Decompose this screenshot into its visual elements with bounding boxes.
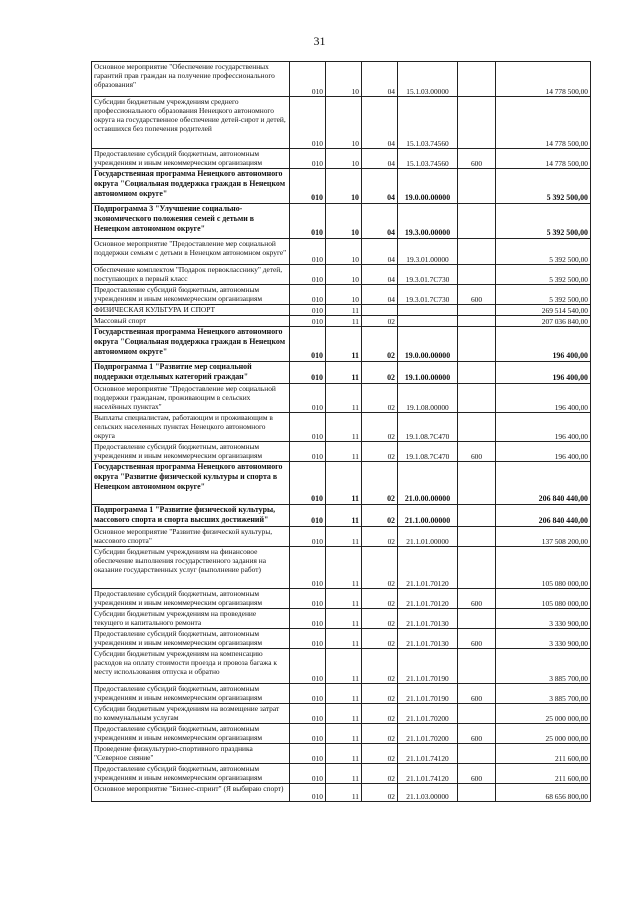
row-target-article-cell — [398, 305, 458, 316]
row-admin-code-cell: 010 — [290, 462, 326, 505]
row-name-cell: Субсидии бюджетным учреждениям на финансовое обеспечение выполнения государственного задания на оказание государственных услуг (выполнение работ) — [92, 547, 290, 589]
row-admin-code-cell: 010 — [290, 629, 326, 649]
row-admin-code-cell: 010 — [290, 97, 326, 149]
row-subsection-cell: 02 — [362, 744, 398, 764]
row-admin-code-cell: 010 — [290, 265, 326, 285]
row-subsection-cell: 04 — [362, 204, 398, 239]
row-subsection-cell: 04 — [362, 149, 398, 169]
row-name-cell: Основное мероприятие "Предоставление мер социальной поддержки гражданам, проживающим в сельских населённых пунктах" — [92, 384, 290, 413]
row-subsection-cell: 02 — [362, 764, 398, 784]
row-name-cell: Предоставление субсидий бюджетным, автономным учреждениям и иным некоммерческим организациям — [92, 149, 290, 169]
row-expense-type-cell — [458, 97, 496, 149]
row-amount-cell: 269 514 540,00 — [496, 305, 591, 316]
row-target-article-cell: 19.3.01.00000 — [398, 239, 458, 265]
row-subsection-cell: 02 — [362, 547, 398, 589]
row-admin-code-cell: 010 — [290, 589, 326, 609]
row-subsection-cell: 02 — [362, 442, 398, 462]
row-admin-code-cell: 010 — [290, 784, 326, 802]
table-row — [92, 97, 591, 149]
row-amount-cell: 196 400,00 — [496, 384, 591, 413]
row-amount-cell: 137 508 200,00 — [496, 527, 591, 547]
row-name-cell: Государственная программа Ненецкого автономного округа "Социальная поддержка граждан в Ненецком автономном округе" — [92, 327, 290, 362]
row-name-cell: Государственная программа Ненецкого автономного округа "Развитие физической культуры и спорта в Ненецком автономном округе" — [92, 462, 290, 505]
row-target-article-cell: 15.1.03.74560 — [398, 149, 458, 169]
row-expense-type-cell — [458, 384, 496, 413]
table-row — [92, 724, 591, 744]
budget-table — [91, 61, 591, 802]
row-amount-cell: 211 600,00 — [496, 744, 591, 764]
row-section-cell: 11 — [326, 384, 362, 413]
row-subsection-cell: 02 — [362, 327, 398, 362]
row-target-article-cell: 21.0.00.00000 — [398, 462, 458, 505]
row-section-cell: 10 — [326, 239, 362, 265]
row-amount-cell: 5 392 500,00 — [496, 285, 591, 305]
table-row — [92, 609, 591, 629]
row-expense-type-cell: 600 — [458, 684, 496, 704]
row-admin-code-cell: 010 — [290, 413, 326, 442]
row-admin-code-cell: 010 — [290, 316, 326, 327]
row-target-article-cell — [398, 316, 458, 327]
row-subsection-cell: 04 — [362, 62, 398, 97]
row-admin-code-cell: 010 — [290, 204, 326, 239]
row-amount-cell: 211 600,00 — [496, 764, 591, 784]
row-admin-code-cell: 010 — [290, 305, 326, 316]
row-name-cell: Основное мероприятие "Бизнес-спринт" (Я выбираю спорт) — [92, 784, 290, 802]
row-amount-cell: 14 778 500,00 — [496, 149, 591, 169]
row-section-cell: 10 — [326, 204, 362, 239]
row-expense-type-cell — [458, 413, 496, 442]
table-row — [92, 784, 591, 802]
row-name-cell: Обеспечение комплектом "Подарок первокласснику" детей, поступающих в первый класс — [92, 265, 290, 285]
row-section-cell: 11 — [326, 764, 362, 784]
table-row — [92, 62, 591, 97]
row-subsection-cell: 02 — [362, 505, 398, 527]
table-row — [92, 305, 591, 316]
row-name-cell: Подпрограмма 1 "Развитие мер социальной поддержки отдельных категорий граждан" — [92, 362, 290, 384]
row-amount-cell: 25 000 000,00 — [496, 704, 591, 724]
row-name-cell: Предоставление субсидий бюджетным, автономным учреждениям и иным некоммерческим организациям — [92, 764, 290, 784]
row-expense-type-cell: 600 — [458, 629, 496, 649]
table-row — [92, 684, 591, 704]
row-section-cell: 11 — [326, 316, 362, 327]
table-row — [92, 505, 591, 527]
row-amount-cell: 68 656 800,00 — [496, 784, 591, 802]
row-subsection-cell: 02 — [362, 724, 398, 744]
row-expense-type-cell — [458, 265, 496, 285]
table-row — [92, 547, 591, 589]
row-target-article-cell: 21.1.01.70190 — [398, 649, 458, 684]
row-target-article-cell: 21.1.01.70200 — [398, 704, 458, 724]
table-row — [92, 327, 591, 362]
row-expense-type-cell — [458, 62, 496, 97]
row-subsection-cell: 02 — [362, 684, 398, 704]
row-expense-type-cell: 600 — [458, 442, 496, 462]
row-amount-cell: 105 080 000,00 — [496, 547, 591, 589]
row-target-article-cell: 19.3.01.7С730 — [398, 265, 458, 285]
row-name-cell: Предоставление субсидий бюджетным, автономным учреждениям и иным некоммерческим организациям — [92, 285, 290, 305]
row-amount-cell: 207 036 840,00 — [496, 316, 591, 327]
row-admin-code-cell: 010 — [290, 764, 326, 784]
row-target-article-cell: 21.1.01.70130 — [398, 629, 458, 649]
row-admin-code-cell: 010 — [290, 327, 326, 362]
row-admin-code-cell: 010 — [290, 744, 326, 764]
row-target-article-cell: 15.1.03.00000 — [398, 62, 458, 97]
row-target-article-cell: 21.1.01.70120 — [398, 589, 458, 609]
table-row — [92, 384, 591, 413]
row-name-cell: Субсидии бюджетным учреждениям среднего профессионального образования Ненецкого автономного округа на государственное обеспечение детей-сирот и детей, оставшихся без попечения родителей — [92, 97, 290, 149]
row-amount-cell: 3 885 700,00 — [496, 649, 591, 684]
row-admin-code-cell: 010 — [290, 684, 326, 704]
row-section-cell: 11 — [326, 724, 362, 744]
row-expense-type-cell — [458, 327, 496, 362]
row-subsection-cell — [362, 305, 398, 316]
row-target-article-cell: 19.0.00.00000 — [398, 169, 458, 204]
row-expense-type-cell — [458, 547, 496, 589]
budget-table-body — [92, 62, 591, 802]
row-subsection-cell: 02 — [362, 362, 398, 384]
row-section-cell: 11 — [326, 462, 362, 505]
page-number: 31 — [313, 34, 326, 48]
table-row — [92, 442, 591, 462]
row-section-cell: 11 — [326, 362, 362, 384]
table-row — [92, 413, 591, 442]
row-amount-cell: 14 778 500,00 — [496, 62, 591, 97]
row-admin-code-cell: 010 — [290, 527, 326, 547]
row-expense-type-cell — [458, 462, 496, 505]
table-row — [92, 629, 591, 649]
table-row — [92, 265, 591, 285]
row-expense-type-cell: 600 — [458, 149, 496, 169]
row-name-cell: Проведение физкультурно-спортивного праздника "Северное сияние" — [92, 744, 290, 764]
row-name-cell: Основное мероприятие "Предоставление мер социальной поддержки семьям с детьми в Ненецком автономном округе" — [92, 239, 290, 265]
row-admin-code-cell: 010 — [290, 724, 326, 744]
row-section-cell: 10 — [326, 62, 362, 97]
row-admin-code-cell: 010 — [290, 169, 326, 204]
row-name-cell: Основное мероприятие "Развитие физической культуры, массового спорта" — [92, 527, 290, 547]
row-target-article-cell: 21.1.01.70200 — [398, 724, 458, 744]
row-name-cell: Предоставление субсидий бюджетным, автономным учреждениям и иным некоммерческим организациям — [92, 629, 290, 649]
row-admin-code-cell: 010 — [290, 285, 326, 305]
row-amount-cell: 25 000 000,00 — [496, 724, 591, 744]
row-amount-cell: 196 400,00 — [496, 413, 591, 442]
row-name-cell: Субсидии бюджетным учреждениям на проведение текущего и капитального ремонта — [92, 609, 290, 629]
row-target-article-cell: 21.1.03.00000 — [398, 784, 458, 802]
table-row — [92, 285, 591, 305]
row-subsection-cell: 02 — [362, 316, 398, 327]
row-subsection-cell: 02 — [362, 413, 398, 442]
row-expense-type-cell — [458, 744, 496, 764]
row-subsection-cell: 02 — [362, 527, 398, 547]
row-amount-cell: 196 400,00 — [496, 442, 591, 462]
row-target-article-cell: 19.1.08.7С470 — [398, 413, 458, 442]
row-target-article-cell: 19.3.00.00000 — [398, 204, 458, 239]
row-subsection-cell: 04 — [362, 239, 398, 265]
row-name-cell: Государственная программа Ненецкого автономного округа "Социальная поддержка граждан в Ненецком автономном округе" — [92, 169, 290, 204]
row-section-cell: 11 — [326, 649, 362, 684]
row-expense-type-cell: 600 — [458, 764, 496, 784]
row-admin-code-cell: 010 — [290, 384, 326, 413]
table-row — [92, 764, 591, 784]
row-section-cell: 10 — [326, 149, 362, 169]
row-target-article-cell: 19.1.08.00000 — [398, 384, 458, 413]
row-subsection-cell: 02 — [362, 384, 398, 413]
row-amount-cell: 3 330 900,00 — [496, 629, 591, 649]
row-section-cell: 11 — [326, 547, 362, 589]
row-amount-cell: 105 080 000,00 — [496, 589, 591, 609]
row-subsection-cell: 04 — [362, 285, 398, 305]
table-row — [92, 239, 591, 265]
row-name-cell: Предоставление субсидий бюджетным, автономным учреждениям и иным некоммерческим организациям — [92, 589, 290, 609]
row-admin-code-cell: 010 — [290, 704, 326, 724]
row-name-cell: Предоставление субсидий бюджетным, автономным учреждениям и иным некоммерческим организациям — [92, 724, 290, 744]
table-row — [92, 204, 591, 239]
row-target-article-cell: 21.1.01.70130 — [398, 609, 458, 629]
row-section-cell: 11 — [326, 744, 362, 764]
row-name-cell: Субсидии бюджетным учреждениям на возмещение затрат по коммунальным услугам — [92, 704, 290, 724]
row-target-article-cell: 21.1.01.74120 — [398, 764, 458, 784]
row-expense-type-cell — [458, 649, 496, 684]
row-expense-type-cell — [458, 505, 496, 527]
table-row — [92, 744, 591, 764]
row-section-cell: 10 — [326, 169, 362, 204]
row-name-cell: Выплаты специалистам, работающим и проживающим в сельских населенных пунктах Ненецкого автономного округа — [92, 413, 290, 442]
table-row — [92, 649, 591, 684]
row-expense-type-cell: 600 — [458, 589, 496, 609]
row-amount-cell: 3 330 900,00 — [496, 609, 591, 629]
row-target-article-cell: 21.1.01.70120 — [398, 547, 458, 589]
row-subsection-cell: 02 — [362, 784, 398, 802]
row-name-cell: Подпрограмма 3 "Улучшение социально-экономического положения семей с детьми в Ненецком автономном округе" — [92, 204, 290, 239]
row-expense-type-cell — [458, 527, 496, 547]
row-section-cell: 11 — [326, 629, 362, 649]
row-admin-code-cell: 010 — [290, 547, 326, 589]
row-subsection-cell: 02 — [362, 629, 398, 649]
row-name-cell: Массовый спорт — [92, 316, 290, 327]
row-expense-type-cell — [458, 204, 496, 239]
row-admin-code-cell: 010 — [290, 149, 326, 169]
row-expense-type-cell — [458, 362, 496, 384]
row-target-article-cell: 19.1.00.00000 — [398, 362, 458, 384]
row-target-article-cell: 19.0.00.00000 — [398, 327, 458, 362]
row-section-cell: 11 — [326, 589, 362, 609]
table-row — [92, 462, 591, 505]
row-section-cell: 11 — [326, 327, 362, 362]
row-admin-code-cell: 010 — [290, 609, 326, 629]
row-name-cell: Субсидии бюджетным учреждениям на компенсацию расходов на оплату стоимости проезда и провоза багажа к месту использования отпуска и обратно — [92, 649, 290, 684]
row-section-cell: 11 — [326, 684, 362, 704]
row-subsection-cell: 02 — [362, 609, 398, 629]
row-name-cell: Основное мероприятие "Обеспечение государственных гарантий прав граждан на получение профессионального образования" — [92, 62, 290, 97]
table-row — [92, 527, 591, 547]
row-expense-type-cell: 600 — [458, 285, 496, 305]
row-target-article-cell: 19.3.01.7С730 — [398, 285, 458, 305]
table-row — [92, 589, 591, 609]
row-amount-cell: 14 778 500,00 — [496, 97, 591, 149]
row-expense-type-cell — [458, 704, 496, 724]
row-amount-cell: 196 400,00 — [496, 362, 591, 384]
row-amount-cell: 5 392 500,00 — [496, 169, 591, 204]
row-section-cell: 11 — [326, 413, 362, 442]
row-admin-code-cell: 010 — [290, 505, 326, 527]
row-section-cell: 11 — [326, 609, 362, 629]
row-section-cell: 11 — [326, 305, 362, 316]
row-expense-type-cell — [458, 305, 496, 316]
row-section-cell: 10 — [326, 97, 362, 149]
row-expense-type-cell: 600 — [458, 724, 496, 744]
row-section-cell: 11 — [326, 505, 362, 527]
row-amount-cell: 206 840 440,00 — [496, 462, 591, 505]
row-amount-cell: 206 840 440,00 — [496, 505, 591, 527]
row-target-article-cell: 21.1.01.70190 — [398, 684, 458, 704]
row-admin-code-cell: 010 — [290, 239, 326, 265]
row-subsection-cell: 02 — [362, 462, 398, 505]
row-section-cell: 11 — [326, 704, 362, 724]
row-amount-cell: 196 400,00 — [496, 327, 591, 362]
row-amount-cell: 5 392 500,00 — [496, 204, 591, 239]
row-name-cell: Подпрограмма 1 "Развитие физической культуры, массового спорта и спорта высших достижений" — [92, 505, 290, 527]
row-subsection-cell: 02 — [362, 704, 398, 724]
row-expense-type-cell — [458, 316, 496, 327]
row-section-cell: 11 — [326, 784, 362, 802]
row-admin-code-cell: 010 — [290, 362, 326, 384]
row-section-cell: 10 — [326, 265, 362, 285]
row-expense-type-cell — [458, 169, 496, 204]
row-subsection-cell: 02 — [362, 589, 398, 609]
row-section-cell: 11 — [326, 442, 362, 462]
table-row — [92, 704, 591, 724]
row-name-cell: Предоставление субсидий бюджетным, автономным учреждениям и иным некоммерческим организациям — [92, 442, 290, 462]
row-amount-cell: 5 392 500,00 — [496, 239, 591, 265]
row-subsection-cell: 02 — [362, 649, 398, 684]
row-name-cell: Предоставление субсидий бюджетным, автономным учреждениям и иным некоммерческим организациям — [92, 684, 290, 704]
row-target-article-cell: 21.1.01.00000 — [398, 527, 458, 547]
row-expense-type-cell — [458, 239, 496, 265]
row-target-article-cell: 15.1.03.74560 — [398, 97, 458, 149]
row-admin-code-cell: 010 — [290, 442, 326, 462]
row-admin-code-cell: 010 — [290, 62, 326, 97]
row-amount-cell: 3 885 700,00 — [496, 684, 591, 704]
row-amount-cell: 5 392 500,00 — [496, 265, 591, 285]
row-target-article-cell: 21.1.00.00000 — [398, 505, 458, 527]
row-target-article-cell: 21.1.01.74120 — [398, 744, 458, 764]
row-expense-type-cell — [458, 609, 496, 629]
row-subsection-cell: 04 — [362, 97, 398, 149]
row-subsection-cell: 04 — [362, 265, 398, 285]
row-expense-type-cell — [458, 784, 496, 802]
table-row — [92, 362, 591, 384]
table-row — [92, 149, 591, 169]
row-target-article-cell: 19.1.08.7С470 — [398, 442, 458, 462]
table-row — [92, 169, 591, 204]
row-name-cell: ФИЗИЧЕСКАЯ КУЛЬТУРА И СПОРТ — [92, 305, 290, 316]
row-subsection-cell: 04 — [362, 169, 398, 204]
table-row — [92, 316, 591, 327]
row-section-cell: 11 — [326, 527, 362, 547]
row-admin-code-cell: 010 — [290, 649, 326, 684]
row-section-cell: 10 — [326, 285, 362, 305]
